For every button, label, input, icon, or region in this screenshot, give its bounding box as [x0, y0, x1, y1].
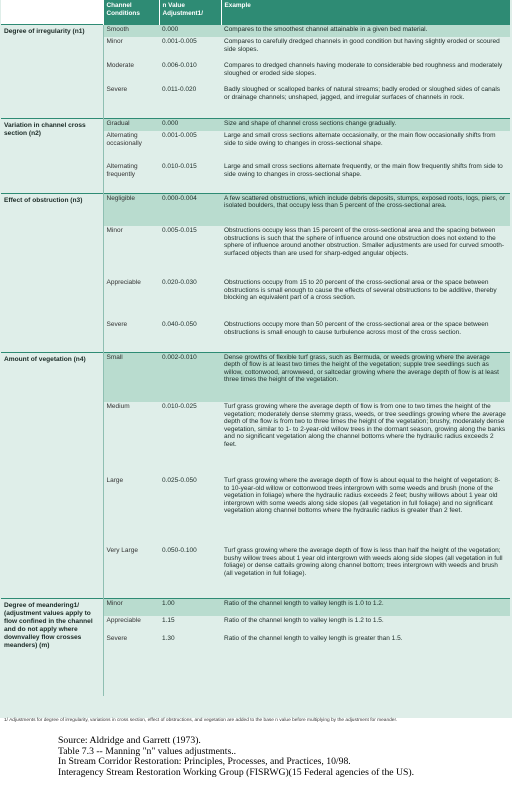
value-cell: 1.30 [162, 635, 175, 642]
value-cell: 0.006-0.010 [162, 62, 197, 69]
value-cell: 0.001-0.005 [162, 38, 197, 45]
condition-cell: Minor [103, 598, 159, 616]
example-cell: Obstructions occupy less than 15 percent of the cross-sectional area and the spacing between obstructions is such that the sphere of influence around one obstruction does not extend to the sphere of influence around another obstruction. Smaller adjustments are used for curved smooth-surfaced objects than are used for sharp-edged angular objects. [224, 227, 505, 257]
example-cell: Compares to the smoothest channel attainable in a given bed material. [221, 24, 510, 37]
value-cell: 0.025-0.050 [162, 477, 197, 484]
table-header-row [1, 0, 510, 24]
value-cell: 0.010-0.015 [162, 163, 197, 170]
factor-label: Degree of irregularity (n1) [1, 24, 103, 118]
value-cell: 1.00 [159, 598, 221, 616]
condition-cell: Very Large [106, 547, 138, 554]
source-line: Source: Aldridge and Garrett (1973). [58, 735, 201, 746]
example-cell: Large and small cross sections alternate occasionally, or the main flow occasionally shifts from side to side owing to changes in cross-sectional shape. [224, 132, 496, 147]
source-line: Table 7.3 -- Manning "n" values adjustments.. [58, 745, 237, 757]
condition-cell: Severe [106, 86, 128, 93]
value-cell: 0.005-0.015 [162, 227, 197, 234]
value-cell: 0.040-0.050 [162, 321, 197, 328]
example-cell: Dense growths of flexible turf grass, such as Bermuda, or weeds growing where the average depth of flow is at least two times the height of the vegetation; supple tree seedlings such as willow, cottonwood, arrowweed, or saltcedar growing where the average depth of flow is at least three times the height of the vegetation. [221, 352, 510, 402]
example-cell: Compares to carefully dredged channels in good condition but having slightly eroded or scoured side slopes. [224, 38, 500, 53]
header-channel-conditions: Channel Conditions [103, 0, 159, 24]
example-cell: Compares to dredged channels having moderate to considerable bed roughness and moderately sloughed or eroded side slopes. [224, 62, 503, 77]
value-cell: 0.010-0.025 [162, 403, 197, 410]
condition-cell: Small [103, 352, 159, 402]
condition-cell: Appreciable [106, 279, 141, 286]
condition-cell: Severe [106, 635, 128, 642]
value-cell: 0.001-0.005 [162, 132, 197, 139]
header-example: Example [221, 0, 510, 24]
value-cell: 0.020-0.030 [162, 279, 197, 286]
value-cell: 0.000 [159, 24, 221, 37]
table-row [1, 24, 510, 37]
condition-cell: Medium [106, 403, 130, 410]
example-cell: Size and shape of channel cross sections change gradually. [221, 118, 510, 131]
example-cell: Turf grass growing where the average depth of flow is less than half the height of the vegetation; bushy willow trees about 1 year old intergrown with weeds along side slopes (all vegetation in full foliage) or dense cattails growing along channel bottom; trees intergrown with weeds and brush (all vegetation in full foliage). [224, 547, 503, 577]
example-cell: Ratio of the channel length to valley length is 1.2 to 1.5. [224, 617, 384, 624]
example-cell: Ratio of the channel length to valley length is greater than 1.5. [224, 635, 403, 642]
value-cell: 0.050-0.100 [162, 547, 197, 554]
condition-cell: Smooth [103, 24, 159, 37]
header-factor [1, 0, 103, 24]
example-cell: Obstructions occupy more than 50 percent of the cross-sectional area or the space between obstructions is small enough to cause turbulence across most of the cross section. [224, 321, 489, 336]
table-row [1, 118, 510, 131]
factor-label: Degree of meandering1/ (adjustment values apply to flow confined in the channel and do not apply where downvalley flow crosses meanders) (m) [1, 598, 103, 696]
example-cell: Badly sloughed or scalloped banks of natural streams; badly eroded or sloughed sides of canals or drainage channels; unshaped, jagged, and irregular surfaces of channels in rock. [224, 86, 501, 101]
example-cell: Obstructions occupy from 15 to 20 percent of the cross-sectional area or the space between obstructions is small enough to cause the effects of several obstructions to be additive, thereby blocking an equivalent part of a cross section. [224, 279, 497, 302]
example-cell: A few scattered obstructions, which include debris deposits, stumps, exposed roots, logs, piers, or isolated boulders, that occupy less than 5 percent of the cross-sectional area. [221, 193, 510, 226]
condition-cell: Negligible [103, 193, 159, 226]
factor-label: Variation in channel cross section (n2) [1, 118, 103, 193]
manning-n-adjustments-table [1, 0, 510, 696]
condition-cell: Minor [106, 227, 123, 234]
table-row [1, 193, 510, 226]
table-row [1, 352, 510, 402]
header-n-value-adjustment: n Value Adjustment1/ [159, 0, 221, 24]
example-cell: Turf grass growing where the average depth of flow is about equal to the height of vegetation; 8- to 10-year-old willow or cottonwood trees intergrown with some weeds and brush (none of the vegetation in foliage) where the hydraulic radius exceeds 2 feet; bushy willows about 1 year old intergrown with some weeds along side slopes (all vegetation in full foliage) and no significant vegetation along channel bottoms where the hydraulic radius is greater than 2 feet. [224, 477, 501, 515]
factor-label: Amount of vegetation (n4) [1, 352, 103, 598]
table-row [1, 598, 510, 616]
condition-cell: Minor [106, 38, 123, 45]
condition-cell: Alternating occasionally [106, 132, 142, 147]
source-line: Interagency Stream Restoration Working Group (FISRWG)(15 Federal agencies of the US). [58, 766, 415, 778]
example-cell: Ratio of the channel length to valley length is 1.0 to 1.2. [221, 598, 510, 616]
factor-label: Effect of obstruction (n3) [1, 193, 103, 352]
condition-cell: Large [106, 477, 124, 484]
condition-cell: Moderate [106, 62, 134, 69]
value-cell: 0.000-0.004 [159, 193, 221, 226]
source-citation [58, 736, 508, 778]
table-body [1, 24, 510, 696]
value-cell: 0.000 [159, 118, 221, 131]
example-cell: Turf grass growing where the average depth of flow is from one to two times the height of the vegetation; moderately dense stemmy grass, weeds, or tree seedlings growing where the average depth of the flow is from two to three times the height of the vegetation; brushy, moderately dense vegetation, similar to 1- to 2-year-old willow trees in the dormant season, growing along the banks and no significant vegetation along the channel bottoms where the hydraulic radius exceeds 2 feet. [224, 403, 506, 448]
example-cell: Large and small cross sections alternate frequently, or the main flow frequently shifts from side to side owing to changes in cross-sectional shape. [224, 163, 503, 178]
condition-cell: Alternating frequently [106, 163, 138, 178]
condition-cell: Appreciable [106, 617, 141, 624]
table-footnote: 1/ Adjustments for degree of irregularity, variations in cross section, effect of obstructions, and vegetation are added to the base n value before multiplying by the adjustment for meander. [4, 718, 398, 723]
value-cell: 0.011-0.020 [162, 86, 197, 93]
value-cell: 0.002-0.010 [159, 352, 221, 402]
condition-cell: Gradual [103, 118, 159, 131]
condition-cell: Severe [106, 321, 128, 328]
value-cell: 1.15 [162, 617, 175, 624]
source-line: In Stream Corridor Restoration: Principles, Processes, and Practices, 10/98. [58, 756, 351, 768]
